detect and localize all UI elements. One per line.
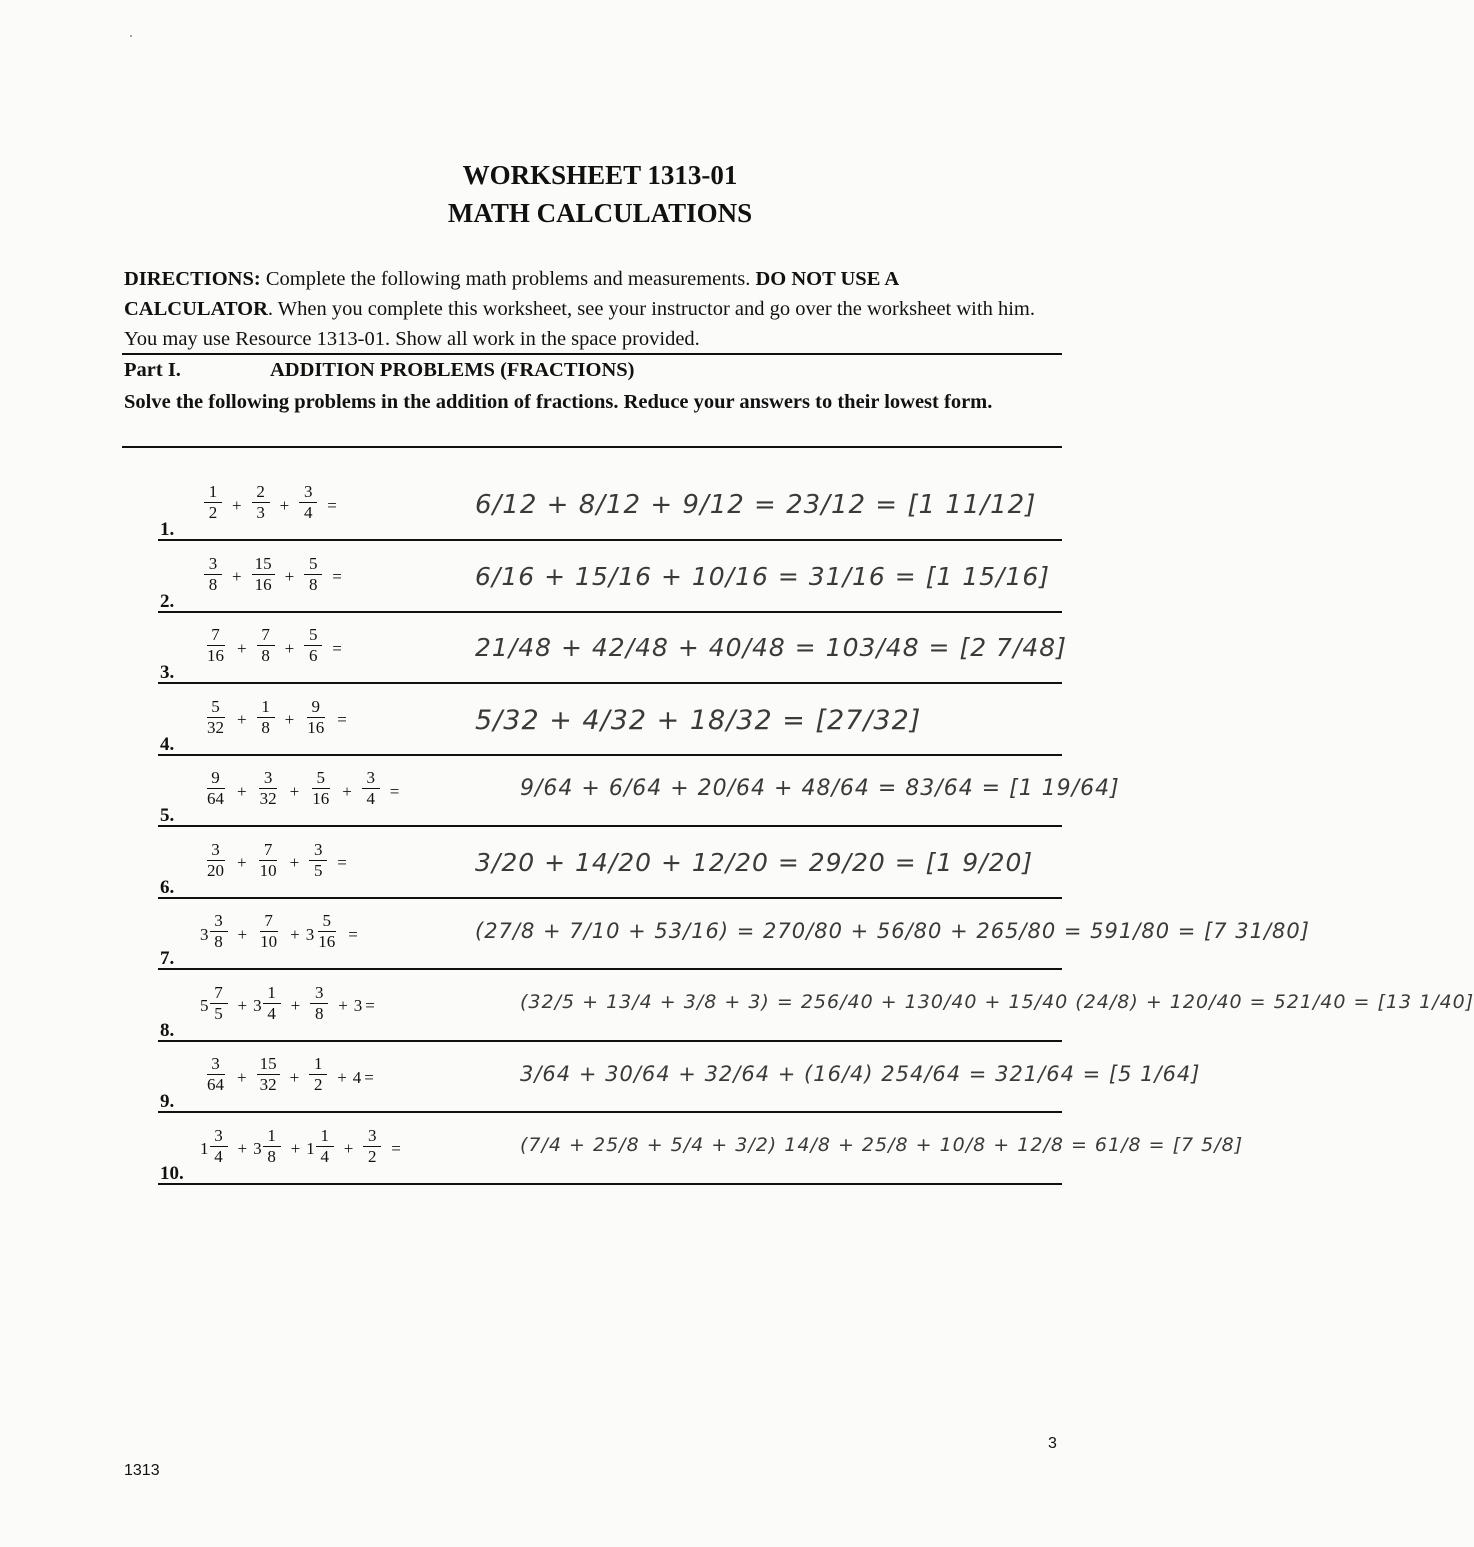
numerator: 15 (257, 1054, 280, 1075)
fraction (257, 911, 280, 952)
part-title: ADDITION PROBLEMS (FRACTIONS) (270, 359, 635, 381)
denominator: 4 (303, 503, 313, 522)
denominator: 8 (214, 932, 223, 951)
footer-course-code: 1313 (124, 1462, 160, 1479)
problem-row (158, 891, 1310, 971)
numerator: 5 (304, 625, 322, 646)
fraction (304, 697, 327, 738)
fraction (310, 983, 328, 1024)
handwritten-work: 9/64 + 6/64 + 20/64 + 48/64 = 83/64 = [1 19/64] (520, 776, 1120, 801)
problem-row (158, 1106, 1244, 1186)
plus-sign: + (237, 1139, 248, 1158)
denominator: 8 (261, 717, 270, 737)
problem-expression (200, 768, 405, 809)
plus-sign: + (290, 924, 300, 944)
problem-row (158, 748, 1158, 828)
numerator: 3 (310, 983, 328, 1004)
denominator: 4 (214, 1146, 223, 1166)
numerator: 1 (263, 1126, 281, 1147)
plus-sign: + (237, 781, 247, 801)
plus-sign: + (237, 638, 247, 658)
problem-row (158, 462, 1158, 542)
numerator: 3 (299, 482, 317, 503)
numerator: 3 (207, 840, 225, 861)
denominator: 64 (207, 1075, 224, 1094)
denominator: 64 (207, 789, 224, 808)
worksheet-title: WORKSHEET 1313-01 (462, 160, 738, 190)
numerator: 9 (307, 697, 325, 718)
numerator: 7 (259, 840, 277, 861)
problem-row (158, 963, 1474, 1043)
plus-sign: + (237, 853, 247, 872)
problem-expression (200, 840, 353, 881)
fraction (204, 625, 227, 666)
equals-sign: = (391, 1139, 401, 1158)
handwritten-work: 6/16 + 15/16 + 10/16 = 31/16 = [1 15/16] (475, 561, 1051, 591)
whole-number: 3 (305, 924, 315, 944)
page-number: 3 (1048, 1435, 1057, 1452)
handwritten-work: 3/64 + 30/64 + 32/64 + (16/4) 254/64 = 321/64 = [5 1/64] (520, 1062, 1201, 1086)
whole-number: 3 (353, 996, 363, 1015)
directions-divider (122, 353, 1062, 355)
directions-paragraph (124, 264, 1044, 354)
problem-underline (158, 1183, 1062, 1185)
equals-sign: = (348, 924, 358, 944)
denominator: 5 (313, 860, 323, 880)
fraction (263, 983, 281, 1024)
plus-sign: + (284, 638, 295, 658)
fraction (204, 840, 227, 881)
numerator: 5 (312, 768, 330, 789)
handwritten-work: (27/8 + 7/10 + 53/16) = 270/80 + 56/80 + 265/80 = 591/80 = [7 31/80] (475, 919, 1310, 943)
equals-sign: = (332, 638, 342, 658)
fraction (257, 768, 280, 809)
numerator: 7 (257, 625, 275, 646)
plus-sign: + (237, 710, 247, 729)
whole-number: 4 (352, 1067, 362, 1087)
denominator: 4 (320, 1146, 329, 1166)
denominator: 32 (207, 717, 224, 737)
problem-number: 4. (160, 733, 175, 755)
plus-sign: + (338, 996, 348, 1015)
denominator: 8 (208, 574, 218, 594)
plus-sign: + (290, 1139, 301, 1158)
numerator: 5 (207, 697, 225, 718)
fraction (257, 697, 275, 738)
directions-calculator-warning: DO NOT USE A CALCULATOR (124, 268, 899, 320)
fraction (299, 482, 317, 523)
fraction (210, 983, 228, 1024)
problem-number: 2. (160, 590, 175, 612)
numerator: 7 (207, 625, 225, 646)
problem-expression (200, 1126, 407, 1167)
fraction (204, 768, 227, 809)
numerator: 3 (210, 1126, 228, 1147)
fraction (309, 840, 327, 881)
part-divider (122, 446, 1062, 448)
fraction (204, 482, 222, 523)
problem-number: 6. (160, 876, 175, 898)
fraction (316, 1126, 334, 1167)
problem-number: 1. (160, 519, 175, 540)
plus-sign: + (343, 1139, 354, 1158)
denominator: 2 (208, 503, 218, 522)
handwritten-work: (7/4 + 25/8 + 5/4 + 3/2) 14/8 + 25/8 + 10/8 + 12/8 = 61/8 = [7 5/8] (520, 1133, 1244, 1156)
problem-number: 5. (160, 805, 175, 826)
numerator: 5 (318, 911, 336, 932)
handwritten-work: 5/32 + 4/32 + 18/32 = [27/32] (475, 704, 922, 736)
handwritten-work: 6/12 + 8/12 + 9/12 = 23/12 = [1 11/12] (475, 490, 1037, 520)
denominator: 16 (254, 574, 272, 594)
fraction (252, 554, 275, 595)
denominator: 2 (313, 1075, 323, 1094)
plus-sign: + (237, 1067, 247, 1087)
denominator: 2 (368, 1146, 377, 1166)
fraction (210, 1126, 228, 1167)
numerator: 3 (259, 768, 277, 789)
fraction (252, 482, 270, 523)
denominator: 8 (314, 1003, 324, 1023)
denominator: 32 (259, 1075, 277, 1094)
denominator: 4 (267, 1003, 276, 1023)
numerator: 1 (257, 697, 275, 718)
denominator: 3 (256, 503, 265, 522)
numerator: 3 (210, 911, 228, 932)
whole-number: 5 (200, 996, 209, 1015)
fraction (362, 768, 380, 809)
plus-sign: + (289, 853, 300, 872)
fraction (263, 1126, 281, 1167)
fraction (304, 625, 322, 666)
part-label: Part I. (124, 359, 181, 381)
fraction (210, 911, 228, 952)
problem-expression (200, 697, 353, 738)
fraction (257, 840, 280, 881)
plus-sign: + (284, 567, 295, 586)
fraction (309, 1054, 327, 1095)
directions-text-2: . When you complete this worksheet, see your instructor and go over the worksheet with him. You may use Resource 1313-01. Show all work in the space provided. (124, 298, 1035, 350)
problem-number: 9. (160, 1091, 175, 1112)
directions-label: DIRECTIONS: (124, 268, 261, 290)
denominator: 4 (366, 789, 376, 808)
handwritten-work: 21/48 + 42/48 + 40/48 = 103/48 = [2 7/48] (475, 633, 1067, 662)
problem-row (158, 677, 1158, 757)
numerator: 7 (260, 911, 278, 932)
plus-sign: + (337, 1067, 347, 1087)
problem-number: 7. (160, 948, 175, 969)
plus-sign: + (232, 495, 242, 515)
plus-sign: + (284, 710, 295, 729)
fraction (315, 911, 338, 952)
numerator: 7 (210, 983, 228, 1004)
part-instructions: Solve the following problems in the addition of fractions. Reduce your answers to their lowest form. (124, 391, 993, 413)
denominator: 8 (308, 574, 318, 594)
whole-number: 3 (253, 996, 262, 1015)
problem-row (158, 605, 1158, 685)
whole-number: 3 (253, 1139, 262, 1158)
fraction (309, 768, 332, 809)
handwritten-work: (32/5 + 13/4 + 3/8 + 3) = 256/40 + 130/40 + 15/40 (24/8) + 120/40 = 521/40 = [13 1/40] (520, 990, 1474, 1013)
whole-number: 1 (200, 1139, 209, 1158)
plus-sign: + (237, 996, 248, 1015)
handwritten-work: 3/20 + 14/20 + 12/20 = 29/20 = [1 9/20] (475, 847, 1034, 877)
numerator: 3 (207, 1054, 225, 1075)
whole-number: 3 (200, 924, 209, 944)
fraction (204, 697, 227, 738)
denominator: 5 (214, 1003, 223, 1023)
plus-sign: + (237, 924, 248, 944)
numerator: 15 (252, 554, 275, 575)
problem-row (158, 820, 1158, 900)
numerator: 5 (304, 554, 322, 575)
denominator: 16 (207, 646, 224, 665)
problem-expression (200, 983, 381, 1024)
problem-number: 8. (160, 1019, 175, 1041)
denominator: 6 (308, 646, 318, 665)
fraction (204, 554, 222, 595)
numerator: 2 (252, 482, 270, 503)
numerator: 3 (362, 768, 380, 789)
problem-expression (200, 1054, 380, 1095)
numerator: 1 (309, 1054, 327, 1075)
fraction (204, 1054, 227, 1095)
fraction (257, 625, 275, 666)
denominator: 20 (207, 860, 224, 880)
problem-number: 3. (160, 662, 175, 683)
numerator: 1 (204, 482, 222, 503)
fraction (257, 1054, 280, 1095)
numerator: 3 (363, 1126, 381, 1147)
whole-number: 1 (306, 1139, 315, 1158)
equals-sign: = (389, 781, 400, 801)
numerator: 9 (207, 768, 225, 789)
problem-expression (200, 482, 343, 523)
denominator: 8 (267, 1146, 276, 1166)
problem-expression (200, 554, 348, 595)
directions-text-1: Complete the following math problems and measurements. (260, 268, 756, 290)
equals-sign: = (337, 853, 347, 872)
denominator: 16 (312, 789, 330, 808)
problem-expression (200, 911, 364, 952)
numerator: 3 (204, 554, 222, 575)
plus-sign: + (290, 996, 301, 1015)
fraction (304, 554, 322, 595)
numerator: 1 (316, 1126, 334, 1147)
plus-sign: + (342, 781, 352, 801)
plus-sign: + (289, 781, 300, 801)
fraction (363, 1126, 381, 1167)
problem-row (158, 1034, 1201, 1114)
plus-sign: + (289, 1067, 300, 1087)
denominator: 16 (307, 717, 325, 737)
denominator: 8 (261, 646, 270, 665)
denominator: 10 (259, 860, 277, 880)
problem-row (158, 534, 1158, 614)
scan-speck (130, 35, 132, 37)
denominator: 16 (318, 932, 336, 951)
equals-sign: = (364, 1067, 374, 1087)
plus-sign: + (232, 567, 242, 586)
problem-expression (200, 625, 348, 666)
plus-sign: + (279, 495, 290, 515)
numerator: 1 (263, 983, 281, 1004)
denominator: 32 (259, 789, 277, 808)
equals-sign: = (332, 567, 342, 586)
numerator: 3 (309, 840, 327, 861)
denominator: 10 (260, 932, 278, 951)
worksheet-subtitle: MATH CALCULATIONS (447, 198, 753, 228)
equals-sign: = (365, 996, 375, 1015)
problem-number: 10. (160, 1162, 184, 1184)
equals-sign: = (337, 710, 347, 729)
equals-sign: = (327, 495, 337, 515)
